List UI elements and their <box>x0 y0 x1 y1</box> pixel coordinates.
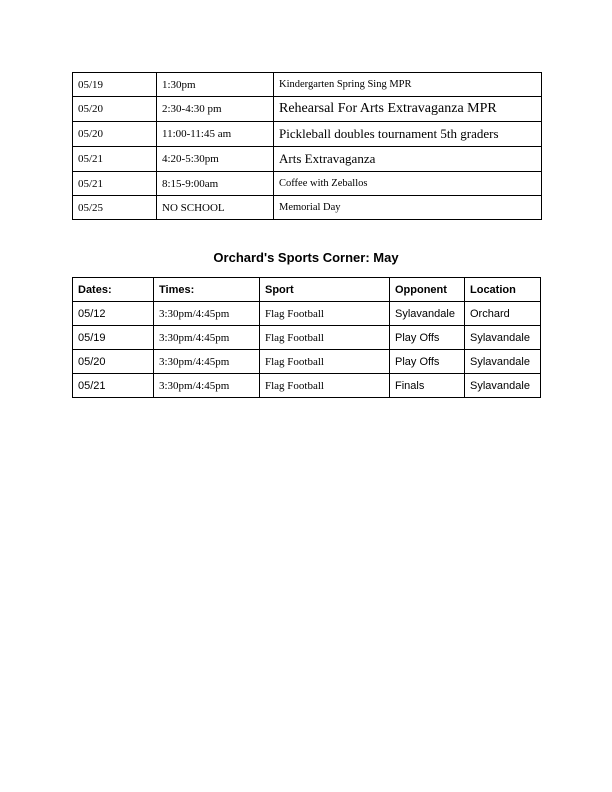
header-sport: Sport <box>260 278 390 302</box>
table-row <box>73 122 542 147</box>
sport-time: 3:30pm/4:45pm <box>154 302 260 326</box>
event-time: 2:30-4:30 pm <box>157 97 274 122</box>
event-title: Coffee with Zeballos <box>274 172 542 196</box>
header-location: Location <box>465 278 541 302</box>
sport-opponent: Sylavandale <box>390 302 465 326</box>
sport-opponent: Finals <box>390 374 465 398</box>
table-row <box>73 172 542 196</box>
event-time: 1:30pm <box>157 73 274 97</box>
event-date: 05/25 <box>73 196 157 220</box>
table-row <box>73 302 541 326</box>
event-time: 11:00-11:45 am <box>157 122 274 147</box>
header-dates: Dates: <box>73 278 154 302</box>
table-row <box>73 196 542 220</box>
sport-date: 05/12 <box>73 302 154 326</box>
sport-time: 3:30pm/4:45pm <box>154 374 260 398</box>
sport-date: 05/20 <box>73 350 154 374</box>
event-title: Arts Extravaganza <box>274 147 542 172</box>
table-row <box>73 350 541 374</box>
table-row <box>73 374 541 398</box>
event-title: Rehearsal For Arts Extravaganza MPR <box>274 97 542 122</box>
header-times: Times: <box>154 278 260 302</box>
table-row <box>73 97 542 122</box>
table-header-row <box>73 278 541 302</box>
event-date: 05/20 <box>73 97 157 122</box>
event-time: 8:15-9:00am <box>157 172 274 196</box>
event-title: Kindergarten Spring Sing MPR <box>274 73 542 97</box>
event-time: 4:20-5:30pm <box>157 147 274 172</box>
sport-name: Flag Football <box>260 326 390 350</box>
event-title: Pickleball doubles tournament 5th graders <box>274 122 542 147</box>
sport-location: Orchard <box>465 302 541 326</box>
sport-time: 3:30pm/4:45pm <box>154 350 260 374</box>
sport-name: Flag Football <box>260 374 390 398</box>
events-table <box>72 72 542 220</box>
sport-name: Flag Football <box>260 350 390 374</box>
sport-location: Sylavandale <box>465 350 541 374</box>
sport-opponent: Play Offs <box>390 326 465 350</box>
sport-location: Sylavandale <box>465 374 541 398</box>
event-title: Memorial Day <box>274 196 542 220</box>
sport-date: 05/21 <box>73 374 154 398</box>
sport-opponent: Play Offs <box>390 350 465 374</box>
sport-name: Flag Football <box>260 302 390 326</box>
table-row <box>73 147 542 172</box>
event-date: 05/19 <box>73 73 157 97</box>
sport-location: Sylavandale <box>465 326 541 350</box>
sport-date: 05/19 <box>73 326 154 350</box>
sport-time: 3:30pm/4:45pm <box>154 326 260 350</box>
header-opponent: Opponent <box>390 278 465 302</box>
event-date: 05/21 <box>73 147 157 172</box>
event-time: NO SCHOOL <box>157 196 274 220</box>
table-row <box>73 326 541 350</box>
event-date: 05/20 <box>73 122 157 147</box>
table-row <box>73 73 542 97</box>
event-date: 05/21 <box>73 172 157 196</box>
sports-corner-title: Orchard's Sports Corner: May <box>213 250 399 265</box>
sports-table <box>72 277 541 398</box>
